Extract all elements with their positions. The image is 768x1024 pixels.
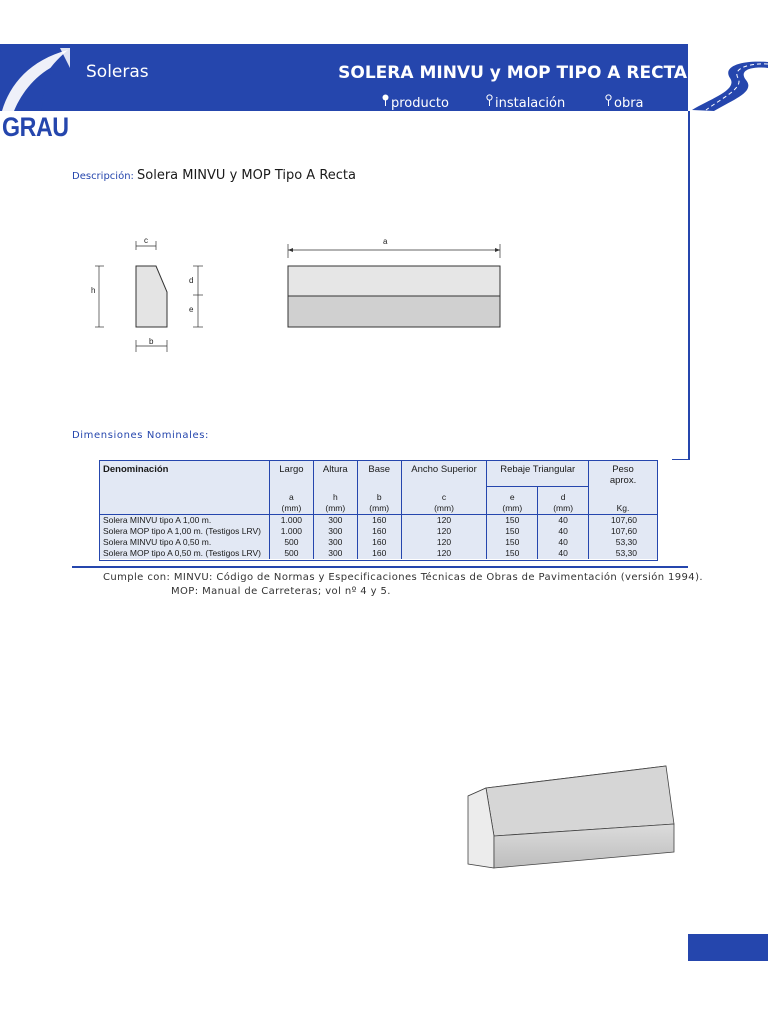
cell-ancho: 120: [401, 548, 487, 559]
dimensions-table: [99, 460, 658, 559]
row-name: Solera MOP tipo A 0,50 m. (Testigos LRV): [100, 548, 270, 559]
section-title: Soleras: [86, 62, 149, 82]
nav-link-label: instalación: [495, 96, 566, 111]
dimensions-label: Dimensiones Nominales:: [72, 430, 209, 441]
cell-peso: 107,60: [589, 526, 658, 537]
row-name: Solera MOP tipo A 1,00 m. (Testigos LRV): [100, 526, 270, 537]
unit-text: (mm): [369, 502, 390, 513]
dim-label-d: d: [189, 276, 194, 285]
cell-altura: 300: [313, 526, 357, 537]
column-header: Base: [357, 460, 401, 486]
divider: [72, 566, 688, 568]
frame-line: [672, 459, 690, 460]
nav-link-obra[interactable]: [605, 94, 644, 111]
nav-link-label: obra: [614, 96, 644, 111]
column-header: Altura: [313, 460, 357, 486]
cell-rebaje-e: 150: [487, 548, 538, 559]
compliance-text: MOP: Manual de Carreteras; vol nº 4 y 5.: [171, 586, 391, 597]
nav-link-producto[interactable]: [382, 94, 449, 111]
side-view-drawing: [288, 237, 500, 327]
compliance-text: Cumple con: MINVU: Código de Normas y Especificaciones Técnicas de Obras de Pavimentación (versión 1994).: [103, 572, 703, 583]
row-name: Solera MINVU tipo A 1,00 m.: [100, 514, 270, 526]
dim-label-c: c: [144, 236, 148, 245]
table-row: [100, 548, 658, 559]
page-tab: [688, 934, 768, 961]
cell-largo: 500: [269, 548, 313, 559]
pin-icon: [486, 94, 493, 106]
cell-ancho: 120: [401, 526, 487, 537]
cell-rebaje-e: 150: [487, 514, 538, 526]
grau-logo-icon: [0, 44, 72, 112]
cell-largo: 500: [269, 537, 313, 548]
row-name: Solera MINVU tipo A 0,50 m.: [100, 537, 270, 548]
unit-text: (mm): [553, 502, 574, 513]
cross-section-drawing: [91, 236, 203, 352]
table-cell: [538, 486, 589, 514]
technical-drawing: [80, 228, 510, 358]
dim-label-a: a: [383, 237, 388, 246]
table-cell: [487, 486, 538, 514]
unit-symbol: a: [289, 491, 294, 502]
brand-logo-text: GRAU: [2, 112, 69, 142]
column-header: Ancho Superior: [401, 460, 487, 486]
cell-peso: 107,60: [589, 514, 658, 526]
cell-peso: 53,30: [589, 548, 658, 559]
unit-text: Kg.: [616, 502, 630, 513]
table-row: [100, 537, 658, 548]
table-cell: [269, 486, 313, 514]
unit-symbol: h: [332, 491, 338, 502]
cell-largo: 1.000: [269, 514, 313, 526]
cell-largo: 1.000: [269, 526, 313, 537]
description-value: Solera MINVU y MOP Tipo A Recta: [137, 168, 356, 183]
column-header: Rebaje Triangular: [487, 460, 589, 486]
cell-rebaje-e: 150: [487, 537, 538, 548]
pin-icon: [605, 94, 612, 106]
table-cell: [589, 486, 658, 514]
unit-text: (mm): [434, 502, 454, 513]
cell-base: 160: [357, 537, 401, 548]
cell-base: 160: [357, 526, 401, 537]
description-label: Descripción:: [72, 171, 134, 182]
dim-label-h: h: [91, 286, 96, 295]
cell-rebaje-d: 40: [538, 548, 589, 559]
cell-base: 160: [357, 548, 401, 559]
dim-label-b: b: [149, 337, 154, 346]
table-cell: [357, 486, 401, 514]
cell-base: 160: [357, 514, 401, 526]
frame-line: [688, 111, 690, 460]
table-row: [100, 526, 658, 537]
cell-ancho: 120: [401, 514, 487, 526]
nav-link-instalacion[interactable]: [486, 94, 565, 111]
table-row: [100, 514, 658, 526]
road-icon: [692, 44, 768, 111]
cell-rebaje-e: 150: [487, 526, 538, 537]
unit-text: (mm): [325, 502, 346, 513]
cell-rebaje-d: 40: [538, 537, 589, 548]
page-title: SOLERA MINVU y MOP TIPO A RECTA: [338, 63, 687, 83]
unit-text: (mm): [502, 502, 523, 513]
table-cell: [313, 486, 357, 514]
table-cell: [401, 486, 487, 514]
nav-link-label: producto: [391, 96, 449, 111]
cell-altura: 300: [313, 548, 357, 559]
column-header: Largo: [269, 460, 313, 486]
cell-ancho: 120: [401, 537, 487, 548]
cell-rebaje-d: 40: [538, 514, 589, 526]
unit-text: (mm): [281, 502, 302, 513]
cell-rebaje-d: 40: [538, 526, 589, 537]
table-units-row: [100, 486, 658, 514]
cell-altura: 300: [313, 514, 357, 526]
unit-symbol: e: [509, 491, 515, 502]
cell-altura: 300: [313, 537, 357, 548]
table-header-row: [100, 460, 658, 486]
unit-symbol: b: [376, 491, 382, 502]
cell-peso: 53,30: [589, 537, 658, 548]
column-header: Denominación: [100, 460, 270, 486]
pin-icon: [382, 94, 389, 106]
table-cell: [100, 486, 270, 514]
dim-label-e: e: [189, 305, 194, 314]
unit-symbol: d: [560, 491, 566, 502]
product-image: [462, 760, 682, 872]
column-header: Peso aprox.: [589, 460, 658, 486]
unit-symbol: c: [441, 491, 447, 502]
